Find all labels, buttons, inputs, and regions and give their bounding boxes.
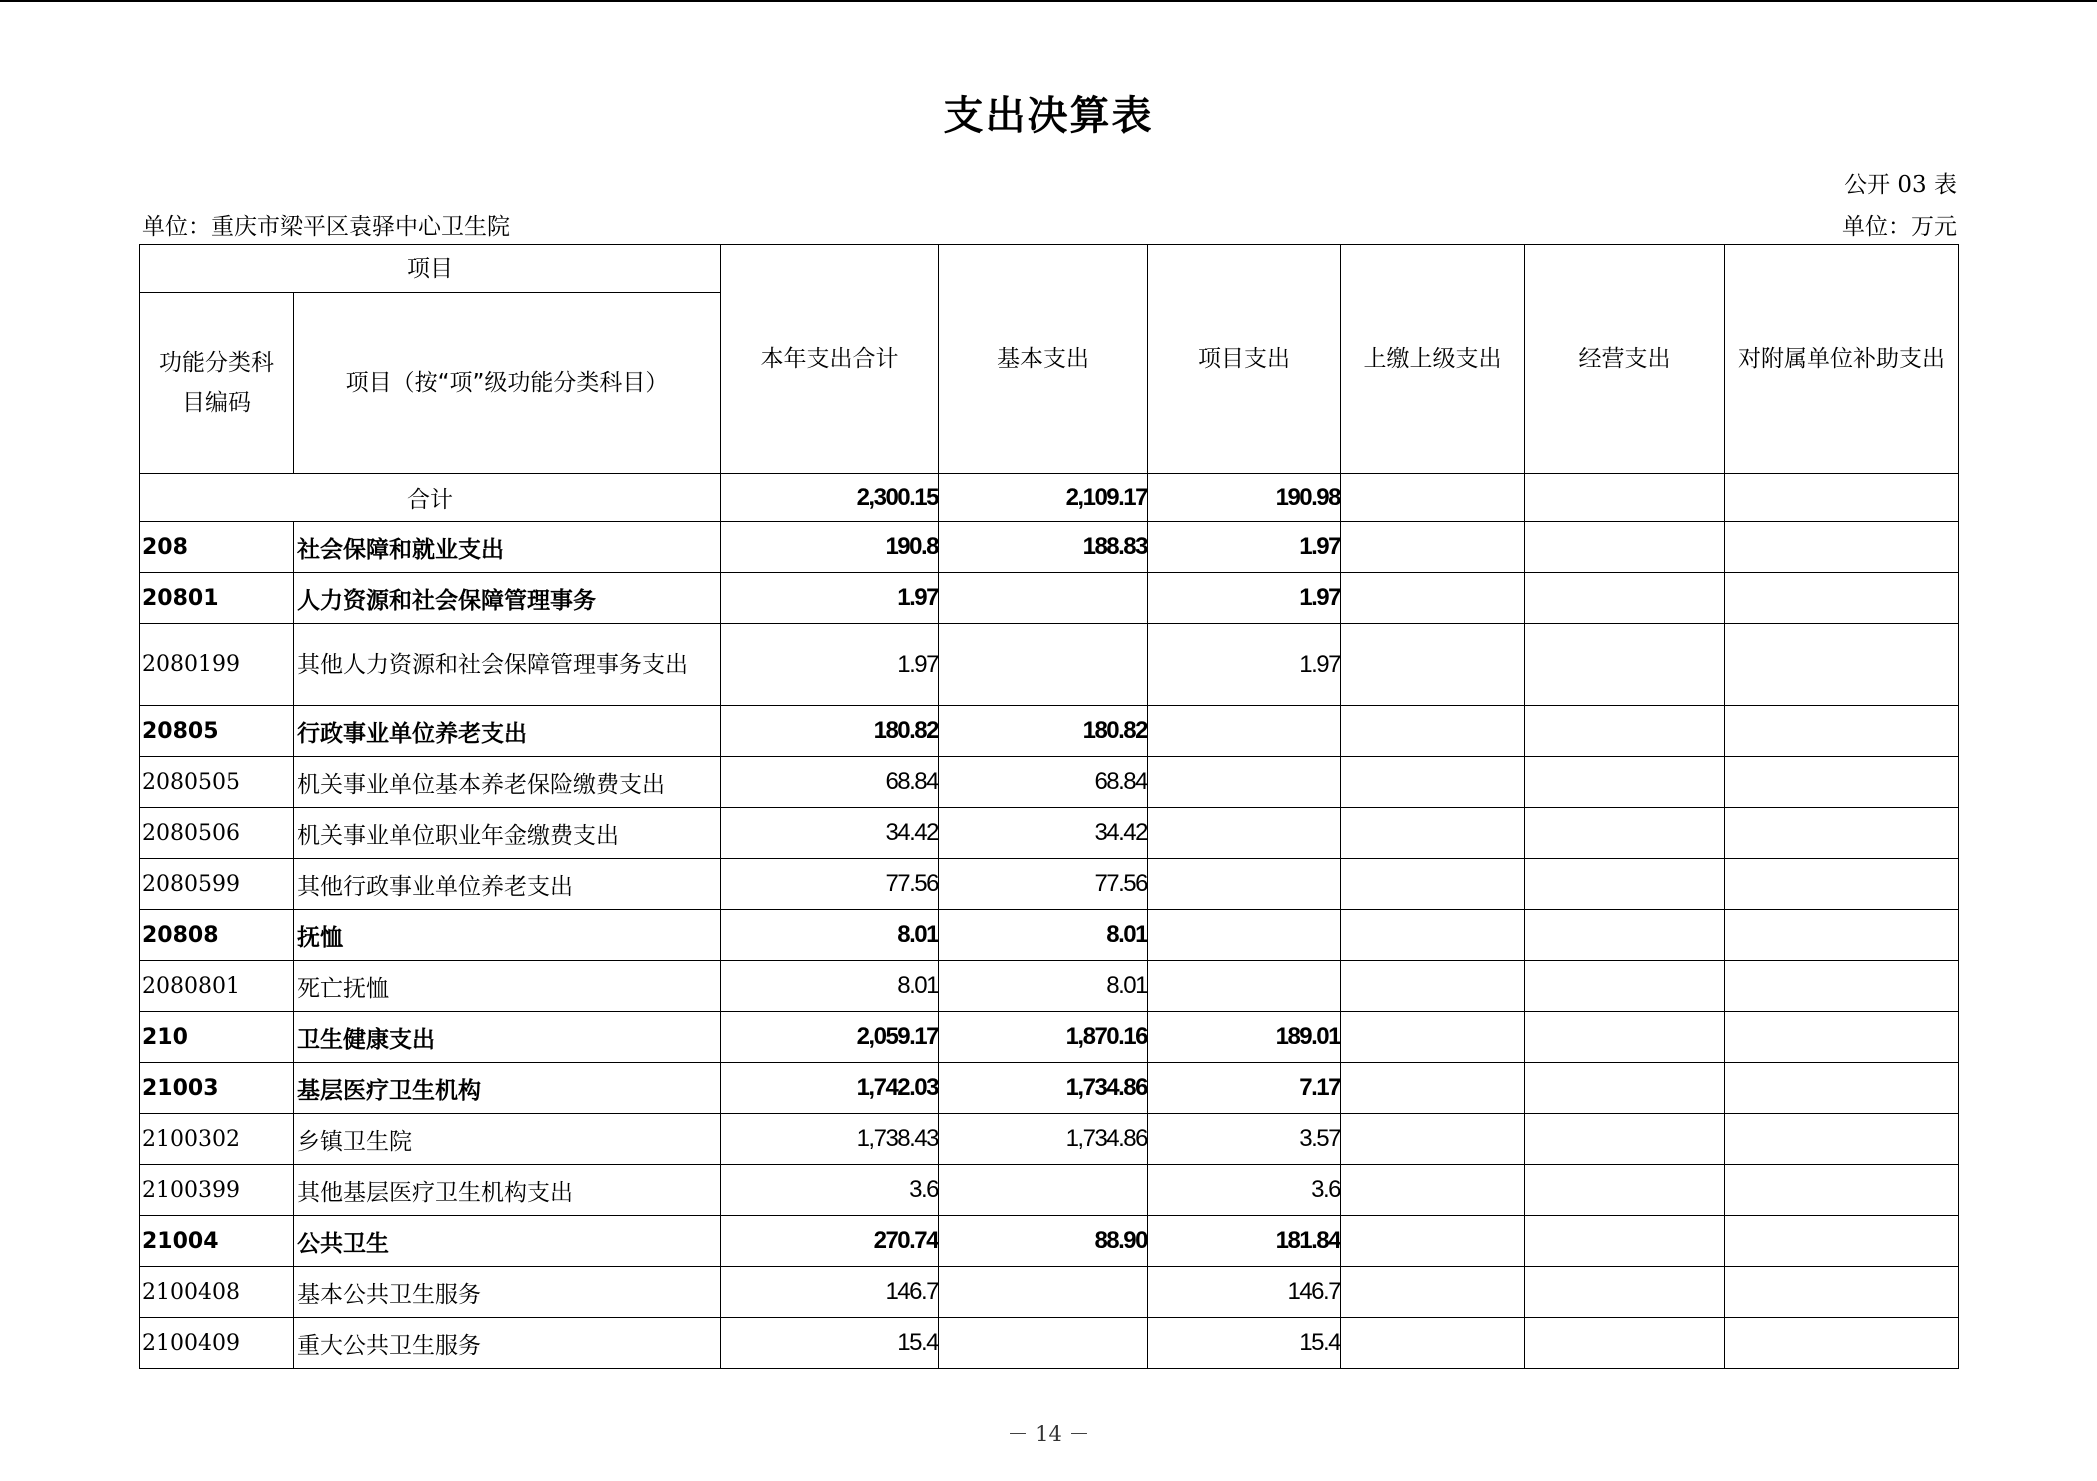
table-row <box>140 1063 1959 1114</box>
row-code: 2080199 <box>140 624 294 706</box>
row-total: 15.4 <box>721 1318 939 1369</box>
row-remit <box>1341 961 1525 1012</box>
row-subsidy <box>1725 757 1959 808</box>
row-basic <box>939 1267 1148 1318</box>
row-project: 15.4 <box>1148 1318 1341 1369</box>
row-business <box>1525 624 1725 706</box>
row-project: 181.84 <box>1148 1216 1341 1267</box>
row-subsidy <box>1725 573 1959 624</box>
table-row <box>140 808 1959 859</box>
row-code: 20808 <box>140 910 294 961</box>
row-project <box>1148 910 1341 961</box>
row-name: 抚恤 <box>294 910 721 961</box>
row-name: 其他基层医疗卫生机构支出 <box>294 1165 721 1216</box>
table-row <box>140 706 1959 757</box>
row-basic: 180.82 <box>939 706 1148 757</box>
row-remit <box>1341 1318 1525 1369</box>
row-basic: 77.56 <box>939 859 1148 910</box>
row-basic: 1,870.16 <box>939 1012 1148 1063</box>
row-subsidy <box>1725 1063 1959 1114</box>
row-remit <box>1341 573 1525 624</box>
row-basic: 8.01 <box>939 961 1148 1012</box>
row-business <box>1525 1216 1725 1267</box>
total-basic: 2,109.17 <box>939 474 1148 522</box>
row-project: 3.6 <box>1148 1165 1341 1216</box>
row-code: 2080505 <box>140 757 294 808</box>
row-project: 1.97 <box>1148 573 1341 624</box>
row-project <box>1148 808 1341 859</box>
row-remit <box>1341 910 1525 961</box>
table-row <box>140 1318 1959 1369</box>
page-title: 支出决算表 <box>943 93 1154 139</box>
row-business <box>1525 757 1725 808</box>
table-row <box>140 573 1959 624</box>
row-name: 基层医疗卫生机构 <box>294 1063 721 1114</box>
row-subsidy <box>1725 1165 1959 1216</box>
row-code: 20805 <box>140 706 294 757</box>
row-business <box>1525 808 1725 859</box>
row-remit <box>1341 522 1525 573</box>
row-name: 人力资源和社会保障管理事务 <box>294 573 721 624</box>
row-name: 死亡抚恤 <box>294 961 721 1012</box>
row-code: 2080506 <box>140 808 294 859</box>
row-total: 34.42 <box>721 808 939 859</box>
row-name: 其他人力资源和社会保障管理事务支出 <box>294 624 721 706</box>
row-total: 2,059.17 <box>721 1012 939 1063</box>
table-row <box>140 961 1959 1012</box>
row-project <box>1148 961 1341 1012</box>
row-remit <box>1341 1012 1525 1063</box>
row-code: 2100302 <box>140 1114 294 1165</box>
row-business <box>1525 573 1725 624</box>
row-project: 146.7 <box>1148 1267 1341 1318</box>
row-remit <box>1341 706 1525 757</box>
row-name: 社会保障和就业支出 <box>294 522 721 573</box>
row-total: 8.01 <box>721 910 939 961</box>
total-project: 190.98 <box>1148 474 1341 522</box>
table-row <box>140 522 1959 573</box>
total-subsidy <box>1725 474 1959 522</box>
total-label: 合计 <box>140 474 721 522</box>
row-subsidy <box>1725 1318 1959 1369</box>
row-basic: 1,734.86 <box>939 1063 1148 1114</box>
row-remit <box>1341 624 1525 706</box>
table-row <box>140 1114 1959 1165</box>
header-project: 项目支出 <box>1148 245 1341 474</box>
row-name: 卫生健康支出 <box>294 1012 721 1063</box>
row-subsidy <box>1725 522 1959 573</box>
row-remit <box>1341 1267 1525 1318</box>
row-basic: 88.90 <box>939 1216 1148 1267</box>
row-subsidy <box>1725 910 1959 961</box>
row-business <box>1525 1012 1725 1063</box>
row-project: 1.97 <box>1148 522 1341 573</box>
row-name: 行政事业单位养老支出 <box>294 706 721 757</box>
row-code: 2080599 <box>140 859 294 910</box>
row-business <box>1525 1114 1725 1165</box>
row-project <box>1148 757 1341 808</box>
row-total: 8.01 <box>721 961 939 1012</box>
row-remit <box>1341 1216 1525 1267</box>
row-total: 3.6 <box>721 1165 939 1216</box>
row-basic <box>939 573 1148 624</box>
total-business <box>1525 474 1725 522</box>
header-basic: 基本支出 <box>939 245 1148 474</box>
form-number: 公开 03 表 <box>1844 172 1957 198</box>
row-name: 乡镇卫生院 <box>294 1114 721 1165</box>
row-code: 210 <box>140 1012 294 1063</box>
row-project <box>1148 706 1341 757</box>
table-row <box>140 757 1959 808</box>
row-business <box>1525 859 1725 910</box>
row-code: 2100408 <box>140 1267 294 1318</box>
row-remit <box>1341 1063 1525 1114</box>
row-business <box>1525 706 1725 757</box>
row-name: 机关事业单位职业年金缴费支出 <box>294 808 721 859</box>
header-subsidy: 对附属单位补助支出 <box>1725 245 1959 474</box>
row-total: 1.97 <box>721 624 939 706</box>
row-business <box>1525 1267 1725 1318</box>
row-total: 1,738.43 <box>721 1114 939 1165</box>
row-basic: 8.01 <box>939 910 1148 961</box>
row-code: 21004 <box>140 1216 294 1267</box>
row-code: 208 <box>140 522 294 573</box>
row-basic <box>939 1318 1148 1369</box>
row-business <box>1525 522 1725 573</box>
row-total: 68.84 <box>721 757 939 808</box>
table-row <box>140 1216 1959 1267</box>
row-project: 7.17 <box>1148 1063 1341 1114</box>
row-code: 20801 <box>140 573 294 624</box>
row-code: 2100399 <box>140 1165 294 1216</box>
table-row <box>140 910 1959 961</box>
row-remit <box>1341 808 1525 859</box>
header-total: 本年支出合计 <box>721 245 939 474</box>
header-name: 项目（按“项”级功能分类科目） <box>294 293 721 474</box>
row-project: 3.57 <box>1148 1114 1341 1165</box>
row-name: 基本公共卫生服务 <box>294 1267 721 1318</box>
row-total: 146.7 <box>721 1267 939 1318</box>
row-basic: 68.84 <box>939 757 1148 808</box>
top-border-line <box>0 0 2097 2</box>
expenditure-table <box>139 244 1959 1369</box>
row-business <box>1525 1165 1725 1216</box>
row-subsidy <box>1725 859 1959 910</box>
row-subsidy <box>1725 706 1959 757</box>
row-basic: 1,734.86 <box>939 1114 1148 1165</box>
row-subsidy <box>1725 1114 1959 1165</box>
row-business <box>1525 1063 1725 1114</box>
row-total: 190.8 <box>721 522 939 573</box>
row-basic: 188.83 <box>939 522 1148 573</box>
row-basic <box>939 1165 1148 1216</box>
row-code: 2100409 <box>140 1318 294 1369</box>
total-remit <box>1341 474 1525 522</box>
row-name: 重大公共卫生服务 <box>294 1318 721 1369</box>
row-remit <box>1341 1114 1525 1165</box>
row-code: 21003 <box>140 1063 294 1114</box>
row-basic: 34.42 <box>939 808 1148 859</box>
row-subsidy <box>1725 808 1959 859</box>
row-subsidy <box>1725 961 1959 1012</box>
total-row <box>140 474 1959 522</box>
row-total: 180.82 <box>721 706 939 757</box>
row-subsidy <box>1725 1216 1959 1267</box>
currency-unit: 单位：万元 <box>1842 214 1957 240</box>
row-subsidy <box>1725 1267 1959 1318</box>
page-number: － 14 － <box>1007 1422 1090 1446</box>
row-total: 1,742.03 <box>721 1063 939 1114</box>
row-project <box>1148 859 1341 910</box>
table-row <box>140 1165 1959 1216</box>
total-amount: 2,300.15 <box>721 474 939 522</box>
row-remit <box>1341 1165 1525 1216</box>
row-subsidy <box>1725 624 1959 706</box>
table-row <box>140 624 1959 706</box>
organization-unit: 单位：重庆市梁平区袁驿中心卫生院 <box>142 214 510 240</box>
row-code: 2080801 <box>140 961 294 1012</box>
table-row <box>140 1267 1959 1318</box>
row-remit <box>1341 757 1525 808</box>
row-total: 270.74 <box>721 1216 939 1267</box>
row-business <box>1525 1318 1725 1369</box>
row-project: 1.97 <box>1148 624 1341 706</box>
row-name: 其他行政事业单位养老支出 <box>294 859 721 910</box>
header-business: 经营支出 <box>1525 245 1725 474</box>
row-project: 189.01 <box>1148 1012 1341 1063</box>
header-code: 功能分类科目编码 <box>140 293 294 474</box>
row-business <box>1525 961 1725 1012</box>
row-total: 77.56 <box>721 859 939 910</box>
row-basic <box>939 624 1148 706</box>
row-business <box>1525 910 1725 961</box>
row-subsidy <box>1725 1012 1959 1063</box>
row-total: 1.97 <box>721 573 939 624</box>
row-name: 机关事业单位基本养老保险缴费支出 <box>294 757 721 808</box>
header-item-group: 项目 <box>140 245 721 293</box>
table-row <box>140 859 1959 910</box>
header-remit: 上缴上级支出 <box>1341 245 1525 474</box>
table-row <box>140 1012 1959 1063</box>
row-name: 公共卫生 <box>294 1216 721 1267</box>
row-remit <box>1341 859 1525 910</box>
